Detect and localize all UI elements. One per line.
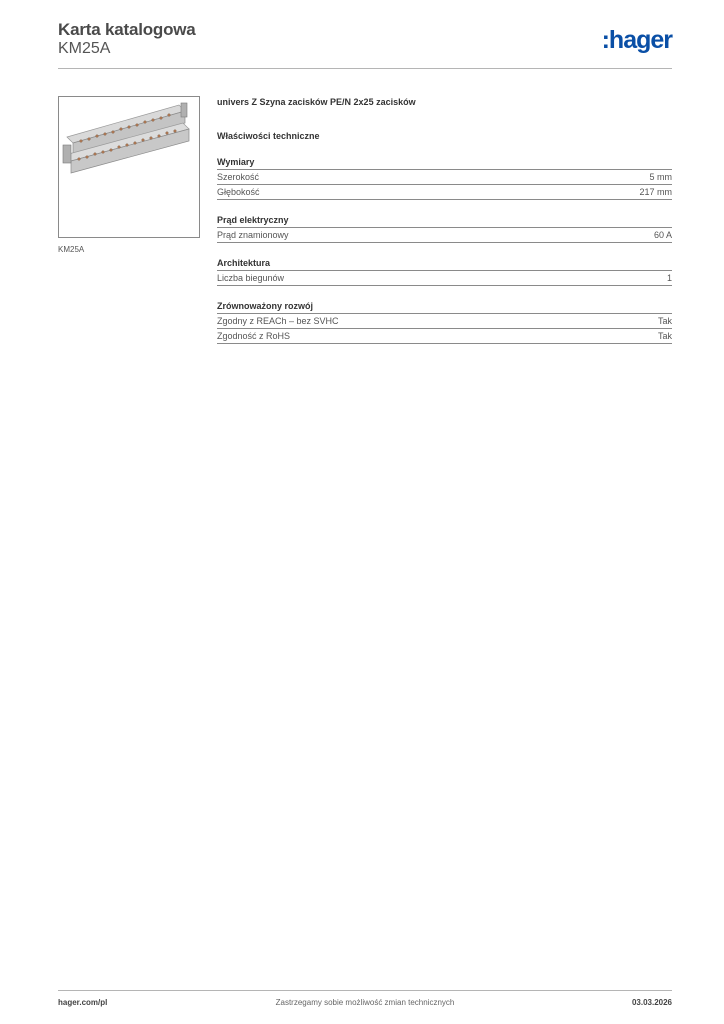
section-electrical-current [217, 214, 672, 243]
document-title: Karta katalogowa [58, 20, 196, 39]
spec-row [217, 314, 672, 329]
image-caption: KM25A [58, 245, 85, 254]
spec-value: 217 mm [639, 187, 672, 197]
spec-value: 1 [666, 273, 672, 283]
spec-row [217, 271, 672, 286]
spec-row [217, 329, 672, 344]
document-date: 03.03.2026 [631, 998, 672, 1007]
header-divider [58, 68, 672, 69]
product-details [217, 96, 672, 344]
product-image [58, 96, 200, 238]
section-title: Prąd elektryczny [217, 214, 672, 228]
spec-value: 60 A [653, 230, 672, 240]
spec-row [217, 185, 672, 200]
page-footer [58, 998, 672, 1012]
spec-value: 5 mm [649, 172, 672, 182]
spec-label: Prąd znamionowy [217, 230, 289, 240]
spec-label: Zgodny z REACh – bez SVHC [217, 316, 339, 326]
section-title: Architektura [217, 257, 672, 271]
product-code: KM25A [58, 40, 111, 57]
spec-label: Głębokość [217, 187, 260, 197]
technical-properties-heading: Właściwości techniczne [217, 131, 320, 141]
product-title: univers Z Szyna zacisków PE/N 2x25 zacisków [217, 97, 416, 107]
section-title: Zrównoważony rozwój [217, 300, 672, 314]
hager-logo: :hager [601, 26, 672, 54]
footer-divider [58, 990, 672, 991]
section-architecture [217, 257, 672, 286]
spec-value: Tak [657, 316, 672, 326]
terminal-rail-illustration [59, 97, 199, 237]
spec-row [217, 228, 672, 243]
spec-row [217, 170, 672, 185]
spec-label: Zgodność z RoHS [217, 331, 291, 341]
section-dimensions [217, 156, 672, 200]
section-title: Wymiary [217, 156, 672, 170]
spec-label: Szerokość [217, 172, 260, 182]
section-sustainability [217, 300, 672, 344]
disclaimer-text: Zastrzegamy sobie możliwość zmian technicznych [275, 998, 455, 1007]
page-header [58, 20, 672, 68]
spec-value: Tak [657, 331, 672, 341]
website-link[interactable]: hager.com/pl [58, 998, 108, 1007]
spec-label: Liczba biegunów [217, 273, 285, 283]
